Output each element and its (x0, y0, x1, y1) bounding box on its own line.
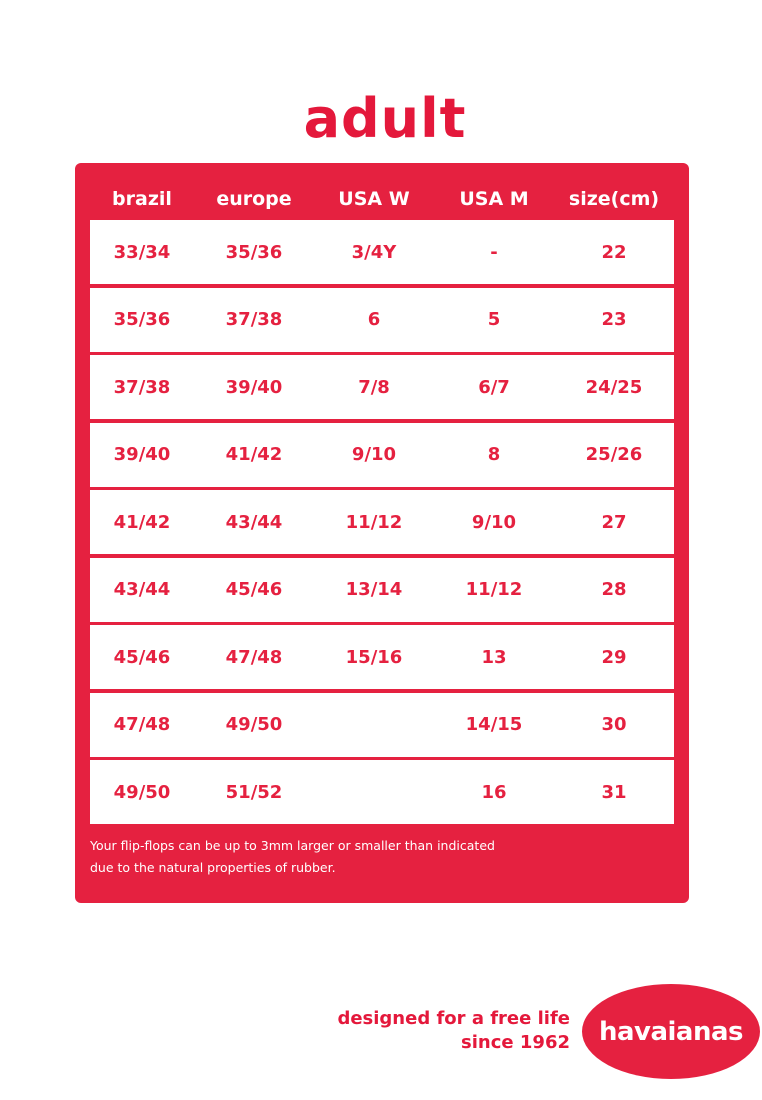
cell-europe: 39/40 (225, 376, 283, 398)
cell-europe: 47/48 (225, 646, 283, 668)
cell-brazil: 43/44 (113, 579, 171, 600)
cell-size-cm: 24/25 (585, 376, 643, 398)
table-row (90, 625, 674, 689)
cell-size-cm: 22 (601, 241, 627, 263)
cell-brazil: 33/34 (113, 241, 171, 263)
cell-size-cm: 30 (601, 714, 627, 735)
table-row (90, 220, 674, 284)
cell-europe: 43/44 (225, 511, 283, 533)
header-brazil: brazil (112, 188, 172, 210)
logo-text: havaianas (598, 1016, 744, 1047)
cell-size-cm: 25/26 (585, 444, 643, 465)
cell-europe: 41/42 (225, 444, 283, 465)
header-size-cm: size(cm) (568, 188, 660, 210)
cell-usa-w: 9/10 (351, 444, 397, 465)
table-row (90, 693, 674, 757)
tagline-line-2: since 1962 (461, 1032, 570, 1053)
cell-usa-m: 6/7 (478, 376, 510, 398)
rubber-size-note (90, 835, 560, 879)
header-europe: europe (216, 188, 292, 210)
cell-brazil: 47/48 (113, 714, 171, 735)
cell-usa-w: 7/8 (358, 376, 390, 398)
table-header (90, 175, 674, 223)
cell-usa-w: 11/12 (345, 511, 403, 533)
cell-size-cm: 27 (601, 511, 627, 533)
cell-usa-m: 8 (487, 444, 501, 465)
cell-size-cm: 28 (601, 579, 627, 600)
cell-usa-m: 5 (487, 309, 501, 330)
table-row (90, 288, 674, 352)
cell-usa-m: 11/12 (465, 579, 523, 600)
cell-europe: 37/38 (225, 309, 283, 330)
cell-usa-w: 3/4Y (351, 241, 397, 263)
tagline-line-1: designed for a free life (337, 1008, 570, 1029)
note-line-2: due to the natural properties of rubber. (90, 860, 336, 875)
cell-size-cm: 31 (601, 781, 627, 803)
cell-brazil: 49/50 (113, 781, 171, 803)
cell-usa-w: 13/14 (345, 579, 403, 600)
table-row (90, 760, 674, 824)
cell-usa-w: 15/16 (345, 646, 403, 668)
cell-brazil: 37/38 (113, 376, 171, 398)
cell-size-cm: 23 (601, 309, 627, 330)
note-line-1: Your flip-flops can be up to 3mm larger or smaller than indicated (90, 838, 495, 853)
cell-brazil: 35/36 (113, 309, 171, 330)
cell-brazil: 45/46 (113, 646, 171, 668)
cell-usa-m: 13 (481, 646, 507, 668)
cell-brazil: 41/42 (113, 511, 171, 533)
table-row (90, 355, 674, 419)
cell-europe: 51/52 (225, 781, 283, 803)
header-usa-w: USA W (338, 188, 410, 210)
size-chart-card (75, 163, 689, 903)
cell-usa-m: 9/10 (471, 511, 517, 533)
table-row (90, 423, 674, 487)
table-body (90, 220, 674, 828)
table-row (90, 558, 674, 622)
havaianas-logo (582, 984, 760, 1079)
cell-usa-m: - (490, 241, 498, 263)
tagline (337, 1007, 570, 1055)
cell-usa-w: 6 (367, 309, 381, 330)
cell-europe: 35/36 (225, 241, 283, 263)
cell-size-cm: 29 (601, 646, 627, 668)
cell-usa-m: 14/15 (465, 714, 523, 735)
header-usa-m: USA M (459, 188, 529, 210)
cell-usa-m: 16 (481, 781, 507, 803)
cell-europe: 49/50 (225, 714, 283, 735)
page-title: adult (303, 87, 467, 150)
cell-brazil: 39/40 (113, 444, 171, 465)
cell-europe: 45/46 (225, 579, 283, 600)
table-row (90, 490, 674, 554)
